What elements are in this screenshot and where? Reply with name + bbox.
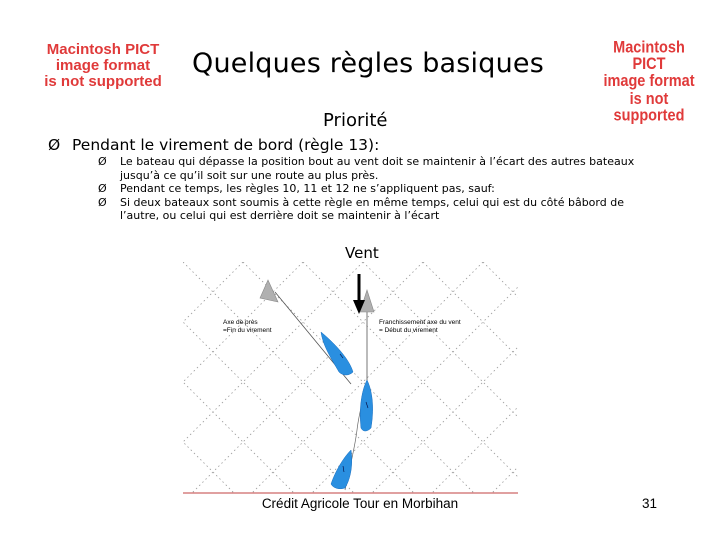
wind-label: Vent — [345, 244, 379, 262]
pict-line: Macintosh PICT — [613, 38, 685, 74]
bullet-arrow-icon: Ø — [98, 195, 107, 209]
boat-3-icon — [331, 450, 352, 489]
pict-line: is not supported — [44, 72, 162, 90]
close-hauled-marker-icon — [260, 280, 278, 302]
pict-line: Macintosh PICT — [46, 41, 160, 58]
list-item — [98, 182, 658, 196]
slide-subtitle: Priorité — [323, 110, 388, 131]
label-head-to-wind: Franchissement axe du vent = Début du virement — [379, 319, 461, 334]
pict-line: image format — [55, 56, 151, 74]
main-bullet — [48, 136, 379, 154]
main-bullet-text: Pendant le virement de bord (règle 13): — [72, 136, 380, 154]
bullet-arrow-icon: Ø — [98, 182, 107, 195]
pict-line: image format — [603, 72, 695, 91]
label-close-hauled: Axe de près =Fin du virement — [223, 319, 272, 334]
bullet-arrow-icon: Ø — [98, 155, 107, 168]
pict-placeholder-right — [598, 40, 700, 125]
list-item-text: Pendant ce temps, les règles 10, 11 et 12 ne s’appliquent pas, sauf: — [120, 182, 495, 195]
list-item-text: Si deux bateaux sont soumis à cette règle en même temps, celui qui est du côté bâbord de l’autre, ou celui qui est derrière doit se maintenir à l’écart — [120, 195, 624, 222]
bullet-arrow-icon: Ø — [48, 136, 61, 154]
slide-title: Quelques règles basiques — [192, 48, 544, 79]
list-item — [98, 196, 658, 223]
pict-placeholder-left — [28, 42, 178, 89]
list-item-text: Le bateau qui dépasse la position bout au vent doit se maintenir à l’écart des autres bateaux jusqu’à ce qu’il soit sur une route au plus près. — [120, 155, 635, 182]
sub-bullet-list — [98, 155, 658, 223]
list-item — [98, 155, 658, 182]
pict-line: is not supported — [613, 90, 685, 125]
page-number: 31 — [642, 496, 658, 511]
boat-2-icon — [360, 380, 372, 431]
footer-credit: Crédit Agricole Tour en Morbihan — [261, 496, 459, 511]
tacking-diagram — [183, 262, 518, 498]
